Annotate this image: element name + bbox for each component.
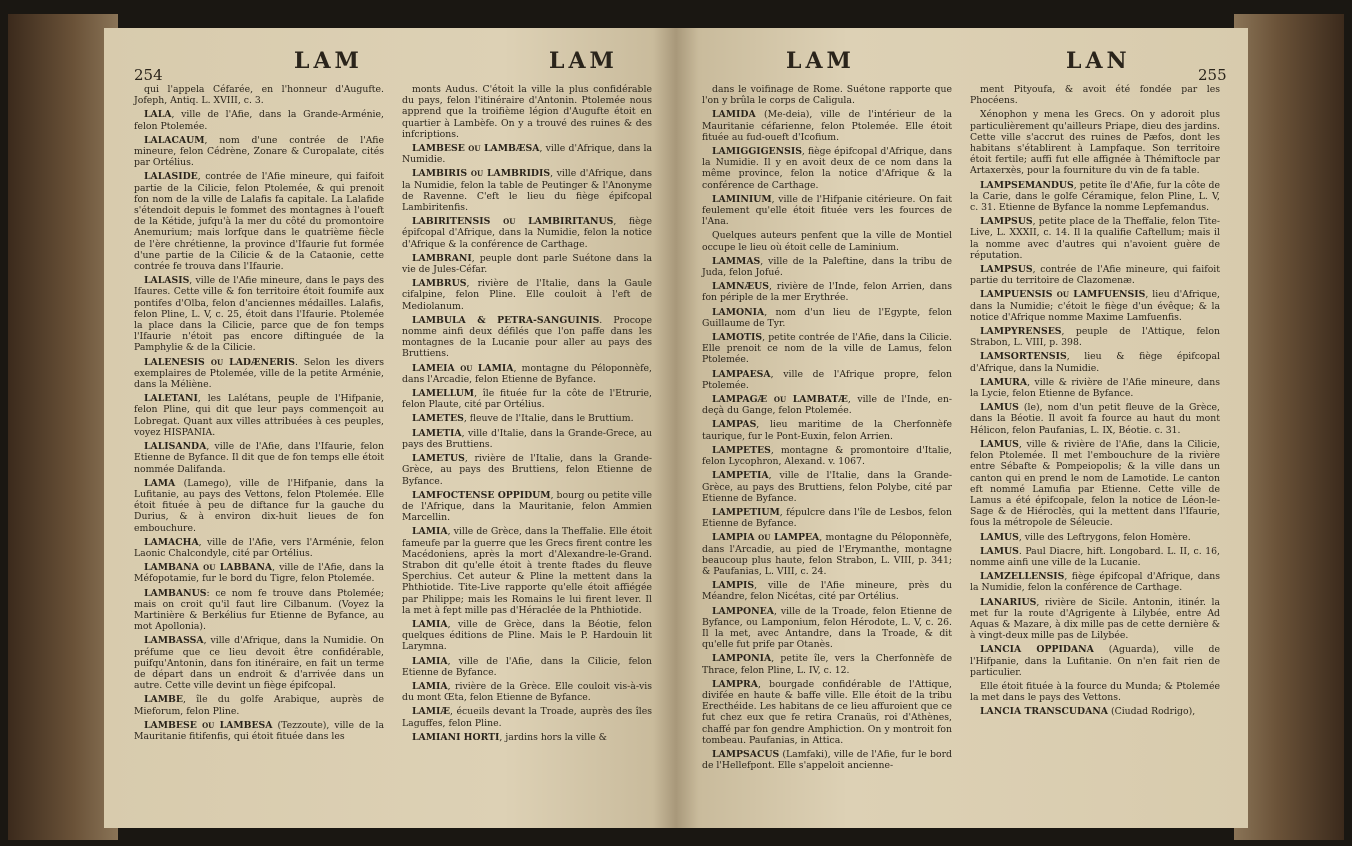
dictionary-entry [702, 230, 952, 252]
entry-text: . Paul Diacre, hift. Longobard. L. II, c. 16, nomme ainfi une ville de la Lucanie. [970, 545, 1220, 568]
dictionary-entry [702, 84, 952, 106]
entry-text: , ville de l'Afie, dans la Grande-Arménie, felon Ptolemée. [134, 109, 384, 132]
dictionary-entry [702, 394, 952, 416]
dictionary-entry [402, 619, 652, 653]
entry-headword: LALETANI [144, 393, 198, 405]
page-number: 254 [134, 66, 163, 84]
entry-headword: LAMPSUS [980, 216, 1033, 228]
entry-headword: LANCIA TRANSCUDANA [980, 706, 1109, 718]
dictionary-entry [402, 388, 652, 410]
dictionary-entry [970, 180, 1220, 214]
entry-text: , montagne du Péloponnèfe, dans l'Arcadie, felon Etienne de Byfance. [402, 362, 653, 385]
entry-text: , petite contrée de l'Afie, dans la Cilicie. Elle prenoit ce nom de la ville de Lamus, felon Ptolemée. [702, 332, 952, 366]
entry-headword: LAMBASSA [144, 635, 204, 647]
entry-text: , lieu & fiège épifcopal d'Afrique, dans la Numidie. [970, 351, 1220, 374]
entry-text: dans le voifinage de Rome. Suétone rapporte que l'on y brûla le corps de Caligula. [702, 84, 952, 107]
entry-headword: LAMIA [412, 618, 448, 630]
entry-text: Quelques auteurs penfent que la ville de Montiel occupe le lieu où étoit celle de Laminium. [702, 230, 952, 253]
dictionary-entry [970, 264, 1220, 286]
text-column [134, 84, 384, 745]
dictionary-entry [402, 453, 652, 487]
entry-headword: LAMETIA [412, 427, 462, 439]
entry-headword: LAMBRANI [412, 252, 472, 264]
entry-text: , ville de Grèce, dans la Béotie, felon quelques éditions de Pline. Mais le P. Hardouin lit Larymna. [402, 618, 652, 653]
book-cover-left [8, 14, 118, 840]
dictionary-entry [402, 526, 652, 616]
entry-headword: LAMPONIA [712, 653, 772, 665]
dictionary-entry [402, 681, 652, 703]
entry-headword: LAMPETES [712, 444, 771, 456]
entry-text: (Tezzoute), ville de la Mauritanie fitifenfis, qui étoit fituée dans les [134, 719, 385, 742]
entry-headword: LAMIGGIGENSIS [712, 146, 802, 158]
entry-headword: LALASIDE [144, 171, 198, 183]
entry-headword: LAMPYRENSES [980, 326, 1062, 338]
dictionary-entry [402, 363, 652, 385]
entry-headword: LAMBANA ou LABBANA [144, 562, 273, 574]
entry-headword: LAMEIA ou LAMIA [412, 362, 514, 374]
entry-text: , île fituée fur la côte de l'Etrurie, felon Plaute, cité par Ortélius. [402, 388, 652, 411]
entry-headword: LAMPSACUS [712, 748, 780, 760]
entry-text: , ville d'Afrique, dans la Numidie. On préfume que ce lieu devoit être confidérable, puifqu'Antonin, dans fon itinéraire, en fait un terme de départ dans un endroit & d'arrivée dans un autre. Cette ville devint un fiège épifcopal. [134, 635, 384, 692]
open-book [8, 14, 1344, 840]
dictionary-entry [970, 216, 1220, 261]
dictionary-entry [134, 393, 384, 438]
entry-text: , contrée de l'Afie mineure, qui faifoit partie de la Cilicie, felon Ptolemée, & qui prenoit fon nom de la ville de Lalafis fa capitale. La Lalafide s'étendoit depuis le fommet des montagnes à l'oueft de la Kétide, jufqu'à la mer du côté du promontoire Anemurium; mais lorfque dans le quatrième fiècle de l'ère chrétienne, la province d'Ifaurie fut formée d'une partie de la Cilicie & de la Cataonie, cette contrée fe trouva dans l'Ifaurie. [134, 171, 384, 273]
dictionary-entry [702, 580, 952, 602]
entry-text: (Lamfaki), ville de l'Afie, fur le bord de l'Hellefpont. Elle s'appeloit ancienne- [702, 748, 952, 772]
dictionary-entry [402, 732, 652, 743]
entry-headword: LAMNÆUS [712, 281, 769, 293]
entry-headword: LAMIA [412, 526, 448, 538]
entry-text: , peuple dont parle Suétone dans la vie de Jules-Céfar. [402, 252, 652, 276]
entry-headword: LAMPETIUM [712, 506, 780, 518]
entry-headword: LAMPIA ou LAMPEA [712, 532, 820, 544]
entry-text: : ce nom fe trouve dans Ptolemée; mais on croit qu'il faut lire Cilbanum. (Voyez la Martinière & Berkélius fur Etienne de Byfance, au mot Apollonia). [134, 587, 384, 633]
entry-headword: LANARIUS [980, 596, 1037, 608]
entry-headword: LAMPSUS [980, 264, 1033, 276]
entry-headword: LAMIDA [712, 109, 756, 121]
entry-headword: LAMBANUS [144, 587, 207, 599]
entry-text: , rivière de l'Italie, dans la Grande-Grèce, au pays des Bruttiens, felon Etienne de Byfance. [402, 453, 652, 487]
entry-headword: LALASIS [144, 275, 190, 287]
dictionary-entry [702, 281, 952, 303]
dictionary-entry [402, 84, 652, 140]
dictionary-entry [134, 275, 384, 353]
entry-text: Elle étoit fituée à la fource du Munda; & Ptolemée la met dans le pays des Vettons. [970, 680, 1220, 704]
entry-text: , ville de l'Afie, dans la Cilicie, felon Etienne de Byfance. [402, 655, 652, 678]
dictionary-entry [402, 253, 652, 275]
entry-text: , peuple de l'Attique, felon Strabon, L. VIII, p. 398. [970, 326, 1220, 349]
entry-text: , lieu maritime de la Cherfonnèfe taurique, fur le Pont-Euxin, felon Arrien. [702, 419, 952, 442]
entry-headword: LAMOTIS [712, 332, 763, 344]
entry-text: , ville de l'Afie mineure, près du Méandre, felon Nicétas, cité par Ortélius. [702, 580, 952, 603]
entry-text: , nom d'un lieu de l'Egypte, felon Guillaume de Tyr. [702, 306, 952, 329]
dictionary-entry [702, 146, 952, 191]
running-head: LAN [1066, 48, 1131, 74]
entry-text: ment Pityoufa, & avoit été fondée par les Phocéens. [970, 84, 1220, 107]
entry-headword: LALACAUM [144, 134, 205, 146]
entry-headword: LAMUS [980, 402, 1019, 414]
entry-text: , fiège épifcopal d'Afrique, dans la Numidie, felon la conférence de Carthage. [970, 571, 1220, 594]
entry-headword: LAMPAESA [712, 368, 771, 380]
dictionary-entry [970, 84, 1220, 106]
entry-text: , ville de Grèce, dans la Theffalie. Elle étoit fameufe par la guerre que les Grecs firent contre les Macédoniens, après la mort d'Alexandre-le-Grand. Strabon dit qu'elle étoit à trente ftades du fleuve Sperchius. Cet auteur & Pline la mettent dans la Phthiotide. Tite-Live rapporte qu'elle étoit affiégée par Philippe; mais les Romains le lui firent lever. Il la met à fept mille pas d'Héraclée de la Phthiotide. [402, 526, 652, 616]
entry-text: Xénophon y mena les Grecs. On y adoroit plus particulièrement qu'ailleurs Priape, dieu des jardins. Cette ville s'accrut des ruines de Pæfos, dont les habitans s'établirent à Lampfaque. Son territoire étoit fertile; auffi fut elle affignée à Thémiftocle par Artaxerxès, pour la fourniture du vin de fa table. [970, 109, 1220, 177]
entry-text: , ville de l'Afie, dans la Méfopotamie, fur le bord du Tigre, felon Ptolemée. [134, 562, 384, 585]
entry-headword: LAMPIS [712, 580, 755, 592]
dictionary-entry [402, 315, 652, 360]
dictionary-entry [970, 351, 1220, 373]
entry-text: , ville & rivière de l'Afie mineure, dans la Lycie, felon Etienne de Byfance. [970, 376, 1220, 400]
entry-text: (le), nom d'un petit fleuve de la Grèce, dans la Béotie. Il avoit fa fource au haut du mont Hélicon, felon Paufanias, L. IX, Béotie. c. 31. [970, 402, 1220, 436]
dictionary-entry [970, 402, 1220, 436]
dictionary-entry [970, 532, 1220, 543]
entry-headword: LAMPAGÆ ou LAMBATÆ [712, 394, 848, 406]
entry-text: (Ciudad Rodrigo), [1108, 706, 1196, 718]
entry-headword: LAMURA [980, 376, 1028, 388]
entry-text: , ville de la Paleftine, dans la tribu de Juda, felon Jofué. [702, 255, 952, 279]
dictionary-entry [402, 168, 652, 213]
dictionary-entry [134, 84, 384, 106]
dictionary-entry [702, 307, 952, 329]
text-column [402, 84, 652, 746]
dictionary-entry [702, 109, 952, 143]
dictionary-entry [134, 720, 384, 742]
dictionary-entry [134, 562, 384, 584]
entry-text: , ville de l'Afrique propre, felon Ptolemée. [702, 368, 952, 391]
dictionary-entry [134, 109, 384, 131]
entry-text: , ville d'Afrique, dans la Numidie. [402, 143, 653, 166]
entry-text: . Procope nomme ainfi deux défilés que l'on paffe dans les montagnes de la Lucanie pour aller au pays des Bruttiens. [402, 314, 652, 360]
entry-headword: LAMETES [412, 413, 464, 425]
entry-headword: LAMPSEMANDUS [980, 179, 1074, 191]
entry-text: , fépulcre dans l'île de Lesbos, felon Etienne de Byfance. [702, 506, 952, 530]
entry-text: , lieu d'Afrique, dans la Numidie; c'étoit le fiège d'un évêque; & la notice d'Afrique nomme Maxime Lamfuenfis. [970, 289, 1220, 323]
entry-text: , ville & rivière de l'Afie, dans la Cilicie, felon Ptolemée. Il met l'embouchure de la rivière entre Sébafte & Pompeiopolis; & la ville dans un canton qui en prend le nom de Lamotide. Le canton eft nommé Lamufia par Etienne. Cette ville de Lamus a été épifcopale, felon la notice de Léon-le-Sage & de Hiéroclès, qui la mettent dans l'Ifaurie, fous la métropole de Séleucie. [970, 438, 1220, 529]
entry-text: , montagne du Péloponnèfe, dans l'Arcadie, au pied de l'Erymanthe, montagne beaucoup plus haute, felon Strabon, L. VIII, p. 341; & Paufanias, L. VIII, c. 24. [702, 532, 952, 577]
entry-text: (Lamego), ville de l'Hifpanie, dans la Lufitanie, au pays des Vettons, felon Ptolemée. Elle étoit fituée à peu de diftance fur la gauche du Durius, & à environ dix-huit lieues de fon embouchure. [134, 477, 384, 534]
entry-headword: LAMBULA & PETRA-SANGUINIS [412, 314, 600, 326]
entry-text: , jardins hors la ville & [499, 731, 607, 743]
dictionary-entry [402, 413, 652, 424]
entry-text: , rivière de l'Italie, dans la Gaule cifalpine, felon Pline. Elle couloit à l'eft de Mediolanum. [402, 278, 652, 312]
entry-headword: LALISANDA [144, 441, 207, 453]
dictionary-entry [402, 278, 652, 312]
entry-headword: LAMUS [980, 438, 1019, 450]
entry-text: . Selon les divers exemplaires de Ptolemée, ville de la petite Arménie, dans la Méliène. [134, 356, 384, 391]
entry-headword: LAMONIA [712, 306, 765, 318]
entry-headword: LAMPRA [712, 678, 758, 690]
entry-text: , les Lalétans, peuple de l'Hifpanie, felon Pline, qui dit que leur pays commençoit au Lobregat. Quant aux villes attribuées à ces peuples, voyez HISPANIA. [134, 393, 384, 438]
entry-headword: LAMELLUM [412, 388, 475, 400]
entry-text: , rivière de Sicile. Antonin, itinér. la met fur la route d'Agrigente à Lilybée, entre Ad Aquas & Mazare, à dix mille pas de cette dernière & à vingt-deux mille pas de Lilybée. [970, 596, 1220, 642]
entry-headword: LAMZELLENSIS [980, 571, 1065, 583]
entry-text: (Aguarda), ville de l'Hifpanie, dans la Lufitanie. On n'en fait rien de particulier. [970, 644, 1220, 678]
dictionary-entry [134, 537, 384, 559]
entry-text: , ville des Leftrygons, felon Homère. [1018, 531, 1191, 543]
dictionary-entry [402, 428, 652, 450]
dictionary-entry [134, 694, 384, 716]
dictionary-entry [970, 439, 1220, 529]
entry-headword: LAMINIUM [712, 193, 772, 205]
entry-text: , montagne & promontoire d'Italie, felon Lycophron, Alexand. v. 1067. [702, 444, 952, 468]
book-cover-right [1234, 14, 1344, 840]
entry-text: , ville de l'Hifpanie citérieure. On fait feulement qu'elle étoit fituée vers les fources de l'Ana. [702, 193, 952, 228]
dictionary-entry [134, 478, 384, 534]
entry-text: , ville de la Troade, felon Etienne de Byfance, ou Lamponium, felon Hérodote, L. V, c. 26. Il la met, avec Antandre, dans la Troade, & dit qu'elle fut prife par Otanès. [702, 605, 952, 651]
running-head: LAM [786, 48, 855, 74]
entry-headword: LAMA [144, 477, 176, 489]
dictionary-entry [134, 171, 384, 272]
entry-headword: LABIRITENSIS ou LAMBIRITANUS [412, 216, 614, 228]
entry-text: , île du golfe Arabique, auprès de Mieforum, felon Pline. [134, 694, 384, 717]
entry-text: , ville de l'Afie, vers l'Arménie, felon Laonic Chalcondyle, cité par Ortélius. [134, 536, 384, 559]
dictionary-entry [970, 289, 1220, 323]
dictionary-entry [402, 656, 652, 678]
entry-headword: LAMIÆ [412, 706, 451, 718]
dictionary-entry [702, 606, 952, 651]
entry-text: , fiège épifcopal d'Afrique, dans la Numidie, felon la notice d'Afrique & la conférence de Carthage. [402, 216, 652, 250]
dictionary-entry [702, 532, 952, 577]
dictionary-entry [402, 706, 652, 728]
running-head: LAM [294, 48, 363, 74]
entry-text: , fiège épifcopal d'Afrique, dans la Numidie. Il y en avoit deux de ce nom dans la même province, felon la notice d'Afrique & la conférence de Carthage. [702, 146, 952, 191]
entry-text: , ville de l'Afie mineure, dans le pays des Ifaures. Cette ville & fon territoire étoit foumife aux pontifes d'Olba, felon d'anciennes médailles. Lalafis, felon Pline, L. V, c. 25, étoit dans l'Ifaurie. Ptolemée la place dans la Cilicie, parce que de fon temps l'Ifaurie n'étoit pas encore diftinguée de la Pamphylie & de la Cilicie. [134, 275, 384, 354]
entry-headword: LANCIA OPPIDANA [980, 644, 1094, 656]
dictionary-entry [702, 679, 952, 746]
entry-text: , écueils devant la Troade, auprès des îles Laguffes, felon Pline. [402, 706, 652, 729]
entry-headword: LAMIA [412, 655, 448, 667]
dictionary-entry [702, 749, 952, 771]
dictionary-entry [134, 357, 384, 391]
entry-text: , nom d'une contrée de l'Afie mineure, felon Cédrène, Zonare & Curopalate, cités par Ortélius. [134, 134, 384, 169]
dictionary-entry [970, 706, 1220, 717]
entry-headword: LAMBRUS [412, 278, 467, 290]
dictionary-entry [134, 588, 384, 633]
entry-headword: LAMSORTENSIS [980, 351, 1067, 363]
dictionary-entry [134, 635, 384, 691]
entry-headword: LAMFOCTENSE OPPIDUM [412, 489, 551, 501]
entry-text: qui l'appela Céfarée, en l'honneur d'Augufte. Jofeph, Antiq. L. XVIII, c. 3. [134, 84, 384, 107]
dictionary-entry [970, 326, 1220, 348]
entry-headword: LAMPONEA [712, 605, 774, 617]
entry-text: , petite île, vers la Cherfonnèfe de Thrace, felon Pline, L. IV, c. 12. [702, 653, 952, 676]
entry-headword: LAMETUS [412, 453, 465, 465]
entry-text: , ville de l'Inde, en-deçà du Gange, felon Ptolemée. [702, 394, 953, 417]
dictionary-entry [970, 681, 1220, 703]
entry-text: , rivière de la Grèce. Elle couloit vis-à-vis du mont Œta, felon Etienne de Byfance. [402, 680, 652, 704]
entry-text: , fleuve de l'Italie, dans le Bruttium. [463, 413, 634, 425]
dictionary-entry [402, 143, 652, 165]
dictionary-entry [970, 644, 1220, 678]
entry-headword: LAMPETIA [712, 470, 769, 482]
text-column [970, 84, 1220, 721]
entry-text: , ville de l'Italie, dans la Grande-Grèce, au pays des Bruttiens, felon Polybe, cité par Etienne de Byfance. [702, 470, 952, 504]
dictionary-entry [702, 256, 952, 278]
entry-headword: LAMUS [980, 531, 1019, 543]
dictionary-entry [702, 470, 952, 504]
dictionary-entry [702, 332, 952, 366]
entry-text: , ville d'Italie, dans la Grande-Grece, au pays des Bruttiens. [402, 427, 652, 450]
dictionary-entry [970, 377, 1220, 399]
dictionary-entry [970, 546, 1220, 568]
page-number: 255 [1198, 66, 1227, 84]
right-page [676, 28, 1248, 828]
entry-text: , rivière de l'Inde, felon Arrien, dans fon périple de la mer Erythrée. [702, 281, 952, 304]
entry-headword: LAMBE [144, 694, 183, 706]
dictionary-entry [702, 445, 952, 467]
entry-text: monts Audus. C'étoit la ville la plus confidérable du pays, felon l'itinéraire d'Antonin. Ptolemée nous apprend que la troifième légion d'Augufte étoit en quartier à Lambèfe. On y a trouvé des ruines & des infcriptions. [402, 84, 652, 140]
dictionary-entry [402, 216, 652, 250]
entry-headword: LAMPAS [712, 419, 757, 431]
running-head: LAM [549, 48, 618, 74]
dictionary-entry [702, 369, 952, 391]
entry-headword: LAMIA [412, 680, 448, 692]
entry-headword: LAMBIRIS ou LAMBRIDIS [412, 168, 551, 180]
dictionary-entry [970, 597, 1220, 642]
dictionary-entry [702, 194, 952, 228]
entry-text: , petite île d'Afie, fur la côte de la Carie, dans le golfe Céramique, felon Pline, L. V, c. 31. Etienne de Byfance la nomme Lepfemandus. [970, 179, 1220, 214]
entry-headword: LAMBESE ou LAMBESA [144, 719, 273, 731]
left-page [104, 28, 676, 828]
dictionary-entry [970, 109, 1220, 176]
entry-headword: LALENESIS ou LADÆNERIS [144, 356, 295, 368]
entry-headword: LAMUS [980, 545, 1019, 557]
text-column [702, 84, 952, 774]
dictionary-entry [702, 653, 952, 675]
entry-text: , petite place de la Theffalie, felon Tite-Live, L. XXXII, c. 14. Il la qualifie Caftellum; mais il la nomme avec d'autres qui n'avoient guère de réputation. [970, 216, 1220, 261]
entry-text: , contrée de l'Afie mineure, qui faifoit partie du territoire de Clazomenæ. [970, 264, 1220, 287]
dictionary-entry [134, 135, 384, 169]
dictionary-entry [702, 507, 952, 529]
dictionary-entry [402, 490, 652, 524]
entry-text: , bourg ou petite ville de l'Afrique, dans la Mauritanie, felon Ammien Marcellin. [402, 489, 652, 524]
entry-headword: LAMIANI HORTI [412, 731, 500, 743]
dictionary-entry [970, 571, 1220, 593]
entry-headword: LAMPUENSIS ou LAMFUENSIS [980, 289, 1146, 301]
entry-text: , ville de l'Afie, dans l'Ifaurie, felon Etienne de Byfance. Il dit que de fon temps elle étoit nommée Dalifanda. [134, 441, 384, 475]
dictionary-entry [702, 419, 952, 441]
dictionary-entry [134, 441, 384, 475]
entry-text: , ville d'Afrique, dans la Numidie, felon la table de Peutinger & l'Anonyme de Ravenne. C'eft le lieu du fiège épifcopal Lambiritenfis. [402, 168, 652, 214]
entry-headword: LALA [144, 109, 172, 121]
entry-headword: LAMACHA [144, 536, 199, 548]
entry-text: (Me-deia), ville de l'intérieur de la Mauritanie céfarienne, felon Ptolemée. Elle étoit fituée au fud-oueft d'Icofium. [702, 109, 952, 143]
entry-text: , bourgade confidérable de l'Attique, divifée en haute & baffe ville. Elle étoit de la tribu Erecthéide. Les habitans de ce lieu affuroient que ce fut chez eux que fe retira Cranaüs, roi d'Athènes, chaffé par fon gendre Amphiction. On y montroit fon tombeau. Paufanias, in Attica. [702, 678, 952, 746]
entry-headword: LAMBESE ou LAMBÆSA [412, 143, 540, 155]
entry-headword: LAMMAS [712, 255, 761, 267]
